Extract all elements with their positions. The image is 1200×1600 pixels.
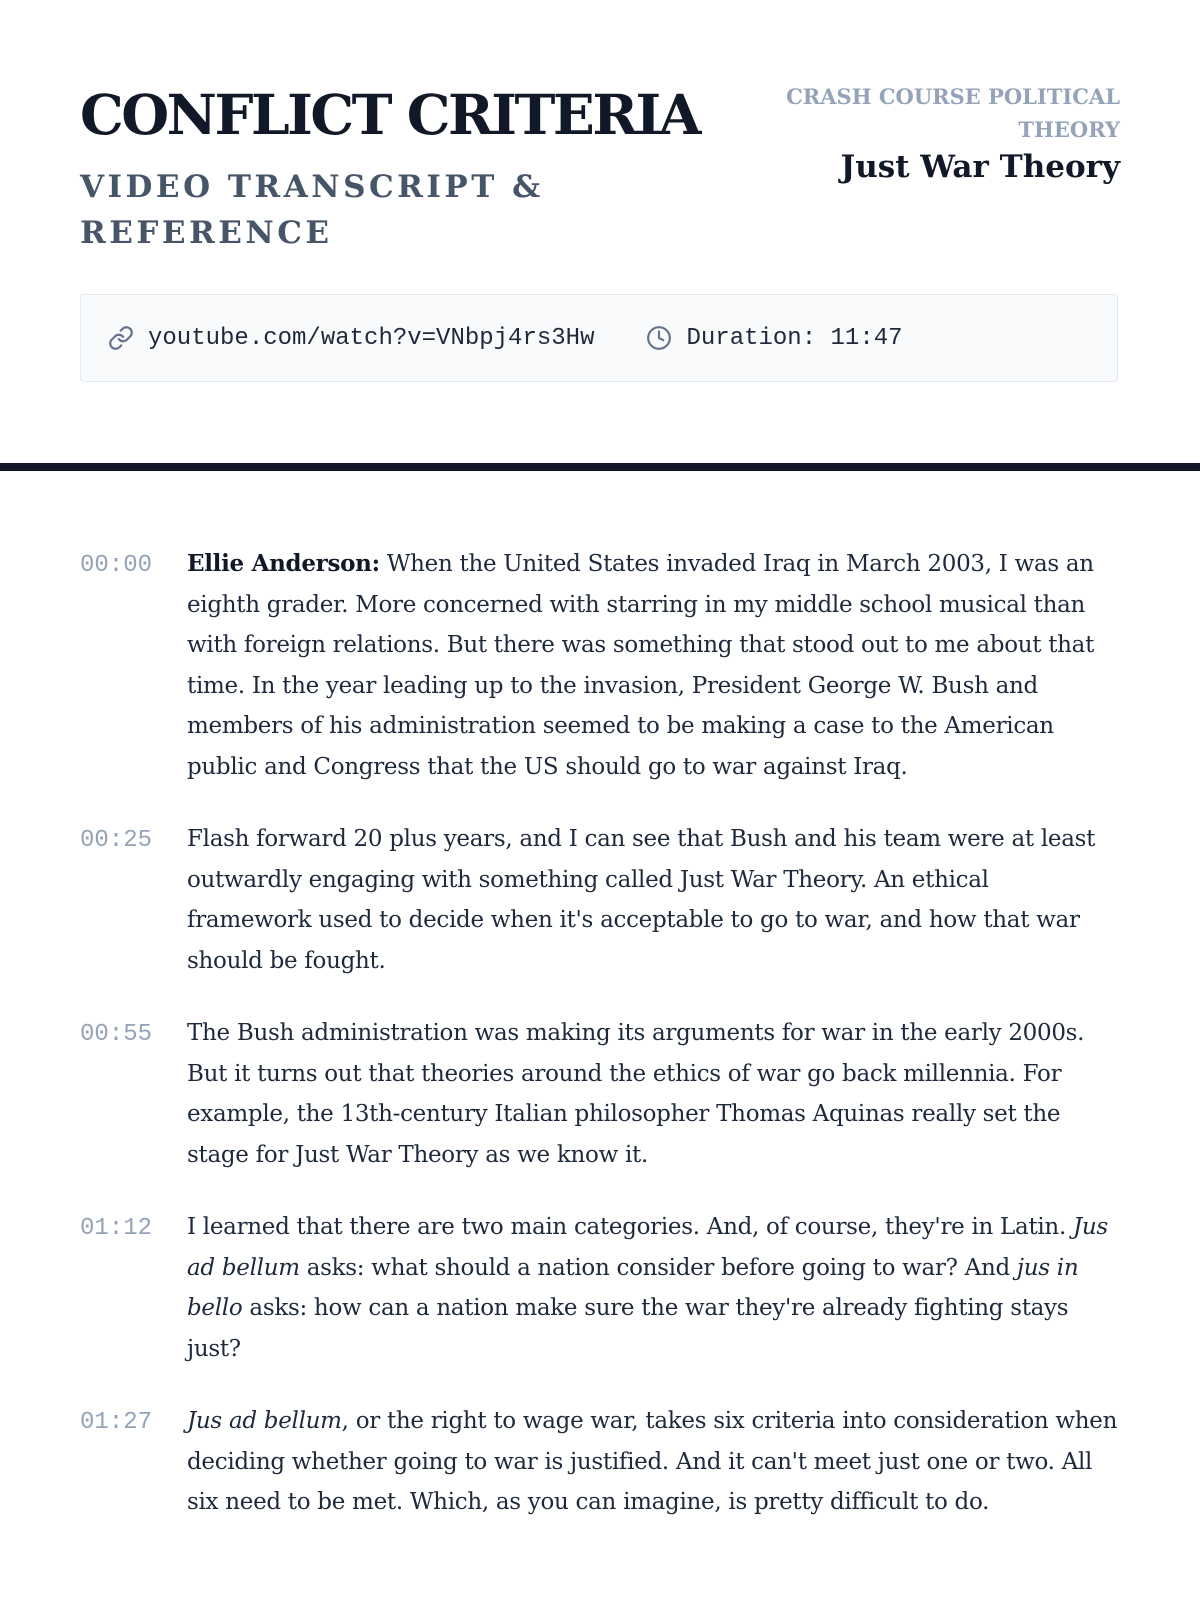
timestamp[interactable]: 01:12 xyxy=(80,1215,153,1242)
episode-title: Just War Theory xyxy=(840,149,1120,185)
text-run: asks: what should a nation consider before going to war? And xyxy=(299,1254,1017,1281)
latin-term: jus in bello xyxy=(187,1254,1079,1321)
latin-term: Jus ad bellum xyxy=(187,1408,342,1434)
link-icon xyxy=(108,325,134,351)
page-subtitle: VIDEO TRANSCRIPT & REFERENCE xyxy=(80,169,544,251)
text-run: Flash forward 20 plus years, and I can see that Bush and his team were at least outwardly engaging with something called Just War Theory. An ethical framework used to decide when it's acceptable to go to war, and how that war should be fought. xyxy=(187,826,1096,974)
timestamp[interactable]: 00:00 xyxy=(80,552,153,579)
series-name: CRASH COURSE POLITICAL THEORY xyxy=(786,84,1120,142)
text-run: asks: how can a nation make sure the war they're already fighting stays just? xyxy=(187,1295,1069,1362)
transcript-text xyxy=(187,1207,1120,1369)
section-divider xyxy=(0,463,1200,471)
transcript-segment xyxy=(80,552,1120,787)
video-meta-box xyxy=(80,294,1118,382)
transcript-segment xyxy=(80,1409,1120,1523)
transcript-segment xyxy=(80,827,1120,981)
timestamp[interactable]: 00:25 xyxy=(80,827,153,854)
page-title: CONFLICT CRITERIA xyxy=(80,82,699,147)
transcript-text xyxy=(187,1013,1120,1175)
text-run: The Bush administration was making its arguments for war in the early 2000s. But it turns out that theories around the ethics of war go back millennia. For example, the 13th-century Italian philosopher Thomas Aquinas really set the stage for Just War Theory as we know it. xyxy=(187,1020,1085,1168)
timestamp[interactable]: 00:55 xyxy=(80,1021,153,1048)
transcript-text xyxy=(187,544,1120,787)
transcript-text xyxy=(187,819,1120,981)
speaker-name: Ellie Anderson: xyxy=(187,550,380,577)
text-run: , or the right to wage war, takes six criteria into consideration when deciding whether going to war is justified. And it can't meet just one or two. All six need to be met. Which, as you can imagine, is pretty difficult to do. xyxy=(187,1408,1118,1515)
transcript-text xyxy=(187,1401,1120,1523)
latin-term: Jus ad bellum xyxy=(187,1214,1108,1281)
video-duration xyxy=(646,325,902,352)
text-run: I learned that there are two main categories. And, of course, they're in Latin. xyxy=(187,1214,1073,1240)
clock-icon xyxy=(646,325,672,351)
timestamp[interactable]: 01:27 xyxy=(80,1409,153,1436)
video-duration-text: Duration: 11:47 xyxy=(686,324,903,352)
transcript-segment xyxy=(80,1021,1120,1175)
transcript-segment xyxy=(80,1215,1120,1369)
transcript xyxy=(80,552,1120,1563)
video-url-text: youtube.com/watch?v=VNbpj4rs3Hw xyxy=(148,324,595,352)
video-url[interactable] xyxy=(108,325,594,352)
text-run: When the United States invaded Iraq in March 2003, I was an eighth grader. More concerned with starring in my middle school musical than with foreign relations. But there was something that stood out to me about that time. In the year leading up to the invasion, President George W. Bush and members of his administration seemed to be making a case to the American public and Congress that the US should go to war against Iraq. xyxy=(187,551,1095,780)
